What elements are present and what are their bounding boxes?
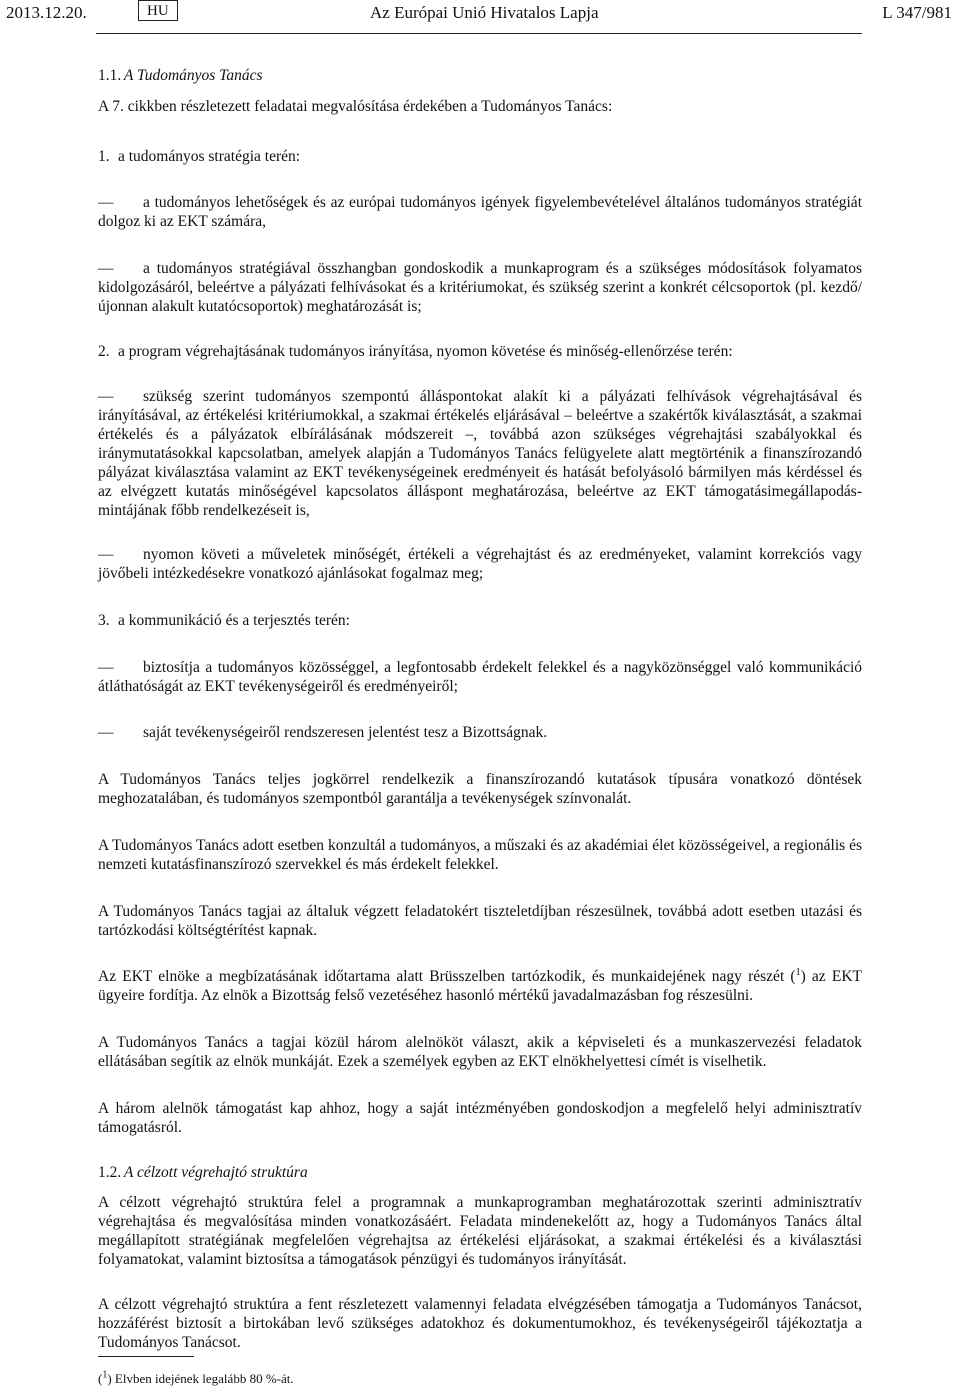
page-reference: L 347/981	[882, 3, 952, 22]
language-badge: HU	[138, 0, 178, 21]
list-title: a kommunikáció és a terjesztés terén:	[118, 612, 350, 629]
list-item-3-heading	[98, 611, 862, 630]
dash-text: biztosítja a tudományos közösséggel, a legfontosabb érdekelt felekkel és a nagyközönséggel való kommunikáció átláthatóságát az EKT tevékenységeiről és eredményeiről;	[98, 659, 862, 695]
list-number: 2.	[98, 343, 110, 360]
section-heading-1-1	[98, 66, 263, 85]
section-heading-1-2	[98, 1163, 308, 1182]
page-header	[0, 0, 960, 40]
section-title: A célzott végrehajtó struktúra	[123, 1164, 308, 1181]
dash-item	[98, 259, 862, 316]
footnote-divider	[98, 1356, 194, 1357]
dash-item	[98, 387, 862, 520]
dash-item	[98, 658, 862, 696]
list-number: 3.	[98, 612, 110, 629]
intro-paragraph: A 7. cikkben részletezett feladatai megvalósítása érdekében a Tudományos Tanács:	[98, 98, 613, 115]
dash-text: nyomon követi a műveletek minőségét, értékeli a végrehajtást és az eredményeket, valamint korrekciós vagy jövőbeli intézkedésekre vonatkozó ajánlásokat fogalmaz meg;	[98, 546, 862, 582]
list-title: a tudományos stratégia terén:	[118, 148, 301, 165]
dash-text: saját tevékenységeiről rendszeresen jelentést tesz a Bizottságnak.	[143, 724, 548, 741]
dash-marker: —	[98, 260, 114, 277]
list-item-1-heading	[98, 147, 862, 166]
section-number: 1.2.	[98, 1164, 122, 1181]
dash-text: a tudományos stratégiával összhangban gondoskodik a munkaprogram és a szükséges módosítások folyamatos kidolgozásáról, beleértve a pályázati felhívásokat és a kritériumokat, és szükség szerint a konkrét célcsoportok (pl. kezdő/újonnan alakult kutatócsoportok) meghatározását is;	[98, 260, 862, 315]
dash-text: szükség szerint tudományos szempontú álláspontokat alakít ki a pályázati felhívások végrehajtásával és irányításával, az értékelési kritériumokkal, a szakmai értékelés eljárásával – beleértve a szakértők kiválasztását, a szakmai értékelés és a pályázatok elbírálásának módszereit –, továbbá azon szükséges végrehajtási szabályokkal és iránymutatásokkal kapcsolatban, amelyek alapján a Tudományos Tanács felügyelete alatt megtörténik a finanszírozandó pályázat kiválasztása valamint az EKT tevékenységeinek eredményeit és hatását befolyásoló bármilyen más kérdéssel és az elvégzett kutatás minőségével kapcsolatos álláspont meghatározása, beleértve az EKT támogatásimegállapodás-mintájának főbb rendelkezéseit is,	[98, 388, 862, 519]
footnote: ($^1$) Elvben idejének legalább 80 %-át.	[98, 1369, 294, 1386]
paragraph: A célzott végrehajtó struktúra felel a programnak a munkaprogramban meghatározottak szerinti adminisztratív végrehajtása és megvalósítása minden vonatkozásáért. Feladata mindenekelőtt az, hogy a Tudományos Tanács által megállapított stratégiának megfelelően végrehajtsa az értékelési eljárásokat, a szakmai értékelési és a kiválasztási folyamatokat, valamint biztosítsa a támogatások pénzügyi és tudományos irányítását.	[98, 1194, 862, 1268]
dash-item	[98, 723, 862, 742]
paragraph: A három alelnök támogatást kap ahhoz, hogy a saját intézményében gondoskodjon a megfelelő helyi adminisztratív támogatásról.	[98, 1100, 862, 1136]
section-number: 1.1.	[98, 67, 122, 84]
dash-marker: —	[98, 546, 114, 563]
paragraph: A célzott végrehajtó struktúra a fent részletezett valamennyi feladata elvégzésében támogatja a Tudományos Tanácsot, hozzáférést biztosít a birtokában levő szükséges adatokhoz és dokumentumokhoz, és tevékenységeiről tájékoztatja a Tudományos Tanácsot.	[98, 1296, 862, 1351]
paragraph: A Tudományos Tanács a tagjai közül három alelnököt választ, akik a képviseleti és a munkaszervezési feladatok ellátásában segítik az elnök munkáját. Ezek a személyek egyben az EKT elnökhelyettesi címét is viselhetik.	[98, 1034, 862, 1070]
header-date: 2013.12.20.	[6, 3, 87, 22]
header-divider	[96, 33, 862, 34]
journal-title: Az Európai Unió Hivatalos Lapja	[370, 3, 599, 22]
paragraph: A Tudományos Tanács adott esetben konzultál a tudományos, a műszaki és az akadémiai élet közösségeivel, a regionális és nemzeti kutatásfinanszírozó szervekkel és más érdekelt felekkel.	[98, 837, 862, 873]
paragraph: A Tudományos Tanács tagjai az általuk végzett feladatokért tiszteletdíjban részesülnek, továbbá adott esetben utazási és tartózkodási költségtérítést kapnak.	[98, 903, 862, 939]
paragraph: A Tudományos Tanács teljes jogkörrel rendelkezik a finanszírozandó kutatások típusára vonatkozó döntések meghozatalában, és tudományos szempontból garantálja a tevékenységek színvonalát.	[98, 771, 862, 807]
dash-text: a tudományos lehetőségek és az európai tudományos igények figyelembevételével általános tudományos stratégiát dolgoz ki az EKT számára,	[98, 194, 862, 230]
dash-marker: —	[98, 724, 114, 741]
section-title: A Tudományos Tanács	[123, 67, 263, 84]
list-item-2-heading	[98, 342, 862, 361]
dash-marker: —	[98, 659, 114, 676]
paragraph-with-footnote: Az EKT elnöke a megbízatásának időtartama alatt Brüsszelben tartózkodik, és munkaidejének nagy részét ($^1$) az EKT ügyeire fordítja. Az elnök a Bizottság felső vezetéséhez hasonló mértékű javadalmazásban fog részesülni.	[98, 966, 862, 1004]
list-title: a program végrehajtásának tudományos irányítása, nyomon követése és minőség-ellenőrzése terén:	[118, 343, 733, 360]
dash-marker: —	[98, 388, 114, 405]
dash-marker: —	[98, 194, 114, 211]
list-number: 1.	[98, 148, 110, 165]
dash-item	[98, 193, 862, 231]
dash-item	[98, 545, 862, 583]
